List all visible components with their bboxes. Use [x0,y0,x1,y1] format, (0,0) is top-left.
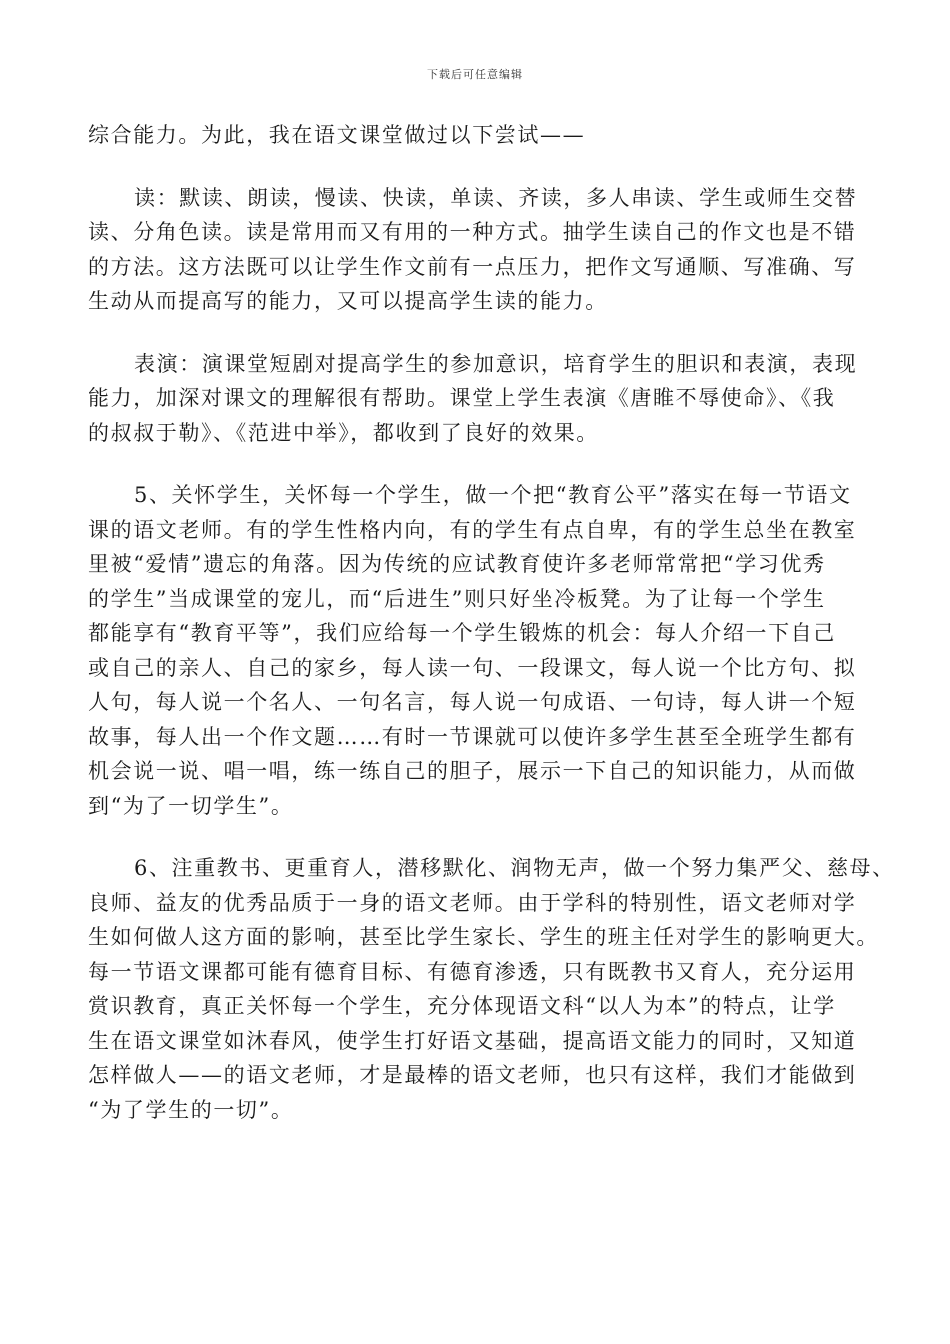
paragraph-point-6 [88,851,895,1127]
text-line: 怎样做人——的语文老师，才是最棒的语文老师，也只有这样，我们才能做到 [88,1063,857,1087]
document-body [88,118,895,1155]
paragraph-reading [88,181,868,319]
text-line: 表演：演课堂短剧对提高学生的参加意识，培育学生的胆识和表演，表现 [134,351,858,376]
text-line: 读、分角色读。读是常用而又有用的一种方式。抽学生读自己的作文也是不错 [88,220,857,244]
text-line: 良师、益友的优秀品质于一身的语文老师。由于学科的特别性，语文老师对学 [88,890,857,915]
text-line: 到“为了一切学生”。 [88,793,294,818]
text-line: 的叔叔于勒》、《范进中举》，都收到了良好的效果。 [88,420,599,445]
text-line: 5、关怀学生，关怀每一个学生，做一个把“教育公平”落实在每一节语文 [134,483,852,507]
text-line: 读：默读、朗读，慢读、快读，单读、齐读，多人串读、学生或师生交替 [134,185,858,210]
text-line: 的学生”当成课堂的宠儿，而“后进生”则只好坐冷板凳。为了让每一个学生 [88,586,826,611]
text-line: 赏识教育，真正关怀每一个学生，充分体现语文科“以人为本”的特点，让学 [88,994,836,1018]
text-line: 人句，每人说一个名人、一句名言，每人说一句成语、一句诗，每人讲一个短 [88,690,857,714]
text-line: 都能享有“教育平等”，我们应给每一个学生锻炼的机会：每人介绍一下自己 [88,621,836,645]
text-line: 故事，每人出一个作文题……有时一节课就可以使许多学生甚至全班学生都有 [88,724,857,749]
text-line: 生动从而提高写的能力，又可以提高学生读的能力。 [88,289,608,313]
text-line: 课的语文老师。有的学生性格内向，有的学生有点自卑，有的学生总坐在教室 [88,517,857,542]
text-line: “为了学生的一切”。 [88,1097,294,1122]
text-line: 每一节语文课都可能有德育目标、有德育渗透，只有既教书又育人，充分运用 [88,959,857,984]
text-line: 生如何做人这方面的影响，甚至比学生家长、学生的班主任对学生的影响更大。 [88,925,879,949]
text-line: 里被“爱情”遗忘的角落。因为传统的应试教育使许多老师常常把“学习优秀 [88,552,826,576]
text-line: 生在语文课堂如沐春风，使学生打好语文基础，提高语文能力的同时，又知道 [88,1028,857,1053]
paragraph-intro [88,118,868,153]
text-line: 6、注重教书、更重育人，潜移默化、润物无声，做一个努力集严父、慈母、 [134,856,895,880]
text-line: 能力，加深对课文的理解很有帮助。课堂上学生表演《唐睢不辱使命》、《我 [88,386,836,410]
text-line: 的方法。这方法既可以让学生作文前有一点压力，把作文写通顺、写准确、写 [88,254,857,279]
paragraph-point-5 [88,478,868,823]
page-header: 下载后可任意编辑 [427,68,523,81]
paragraph-performance [88,347,868,451]
text-line: 或自己的亲人、自己的家乡，每人读一句、一段课文，每人说一个比方句、拟 [88,655,857,680]
text-line: 机会说一说、唱一唱，练一练自己的胆子，展示一下自己的知识能力，从而做 [88,759,857,783]
text-line: 综合能力。为此，我在语文课堂做过以下尝试—— [88,123,586,147]
